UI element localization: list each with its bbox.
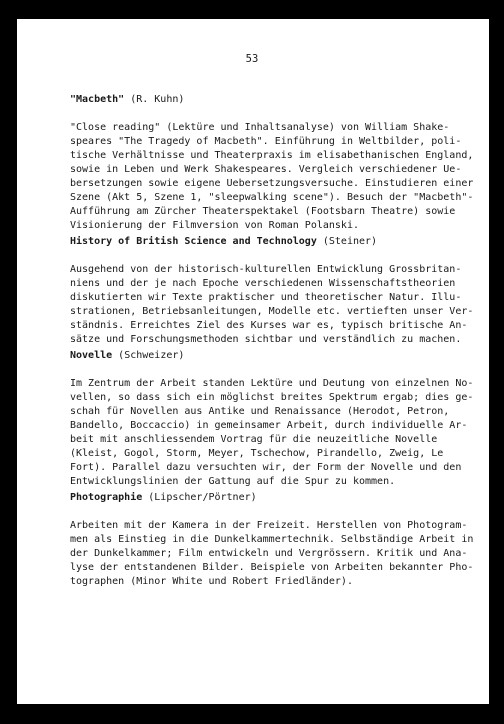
text-line: strationen, Betriebsanleitungen, Modelle etc. vertieften unser Ver- [70, 306, 474, 317]
text-line: tische Verhältnisse und Theaterpraxis im elisabethanischen England, [70, 150, 474, 161]
section-title: Photographie [70, 492, 143, 503]
text-line: "Close reading" (Lektüre und Inhaltsanalyse) von William Shake- [70, 122, 450, 133]
text-line: Aufführung am Zürcher Theaterspektakel (Footsbarn Theatre) sowie [70, 206, 456, 217]
text-line: lyse der entstandenen Bilder. Beispiele von Arbeiten bekannter Pho- [70, 562, 474, 573]
text-line: bersetzungen sowie eigene Uebersetzungsversuche. Einstudieren einer [70, 178, 474, 189]
text-line: beit mit anschliessendem Vortrag für die neuzeitliche Novelle [70, 434, 438, 445]
section-author: (Lipscher/Pörtner) [142, 492, 257, 503]
text-line: men als Einstieg in die Dunkelkammertechnik. Selbständige Arbeit in [70, 534, 474, 545]
page-number: 53 [245, 53, 259, 65]
text-line: diskutierten wir Texte praktischer und theoretischer Natur. Illu- [70, 292, 462, 303]
text-line: Bandello, Boccaccio) in gemeinsamer Arbeit, durch individuelle Ar- [70, 420, 468, 431]
text-line: Visionierung der Filmversion von Roman Polanski. [70, 220, 359, 231]
text-line: niens und der je nach Epoche verschiedenen Wissenschaftstheorien [70, 278, 456, 289]
section-author: (Steiner) [316, 236, 378, 247]
section-heading-history [70, 236, 377, 247]
text-line: tographen (Minor White und Robert Friedländer). [70, 576, 353, 587]
section-heading-macbeth [70, 94, 184, 105]
text-line: der Dunkelkammer; Film entwickeln und Vergrössern. Kritik und Ana- [70, 548, 468, 559]
section-heading-novelle [70, 350, 184, 361]
text-line: (Kleist, Gogol, Storm, Meyer, Tschechow, Pirandello, Zweig, Le [70, 448, 444, 459]
text-line: schah für Novellen aus Antike und Renaissance (Herodot, Petron, [70, 406, 450, 417]
text-line: Im Zentrum der Arbeit standen Lektüre und Deutung von einzelnen No- [70, 378, 474, 389]
section-title: History of British Science and Technology [70, 236, 317, 247]
text-line: sätze und Forschungsmethoden sichtbar und verständlich zu machen. [70, 334, 462, 345]
section-title: Novelle [70, 350, 113, 361]
section-author: (Schweizer) [112, 350, 185, 361]
section-body-novelle [70, 377, 474, 489]
text-line: sowie in Leben und Werk Shakespeares. Vergleich verschiedener Ue- [70, 164, 462, 175]
text-line: Fort). Parallel dazu versuchten wir, der Form der Novelle und den [70, 462, 462, 473]
section-heading-photographie [70, 492, 257, 503]
section-body-history [70, 263, 474, 347]
text-line: Entwicklungslinien der Gattung auf die Spur zu kommen. [70, 476, 396, 487]
text-line: Szene (Akt 5, Szene 1, "sleepwalking scene"). Besuch der "Macbeth"- [70, 192, 474, 203]
section-title: "Macbeth" [70, 94, 125, 105]
text-line: ständnis. Erreichtes Ziel des Kurses war es, typisch britische An- [70, 320, 468, 331]
text-line: Arbeiten mit der Kamera in der Freizeit. Herstellen von Photogram- [70, 520, 468, 531]
text-line: Ausgehend von der historisch-kulturellen Entwicklung Grossbritan- [70, 264, 462, 275]
section-body-photographie [70, 519, 474, 589]
text-line: speares "The Tragedy of Macbeth". Einführung in Weltbilder, poli- [70, 136, 462, 147]
text-line: vellen, so dass sich ein möglichst breites Spektrum ergab; dies ge- [70, 392, 474, 403]
section-author: (R. Kuhn) [124, 94, 185, 105]
section-body-macbeth [70, 121, 474, 233]
